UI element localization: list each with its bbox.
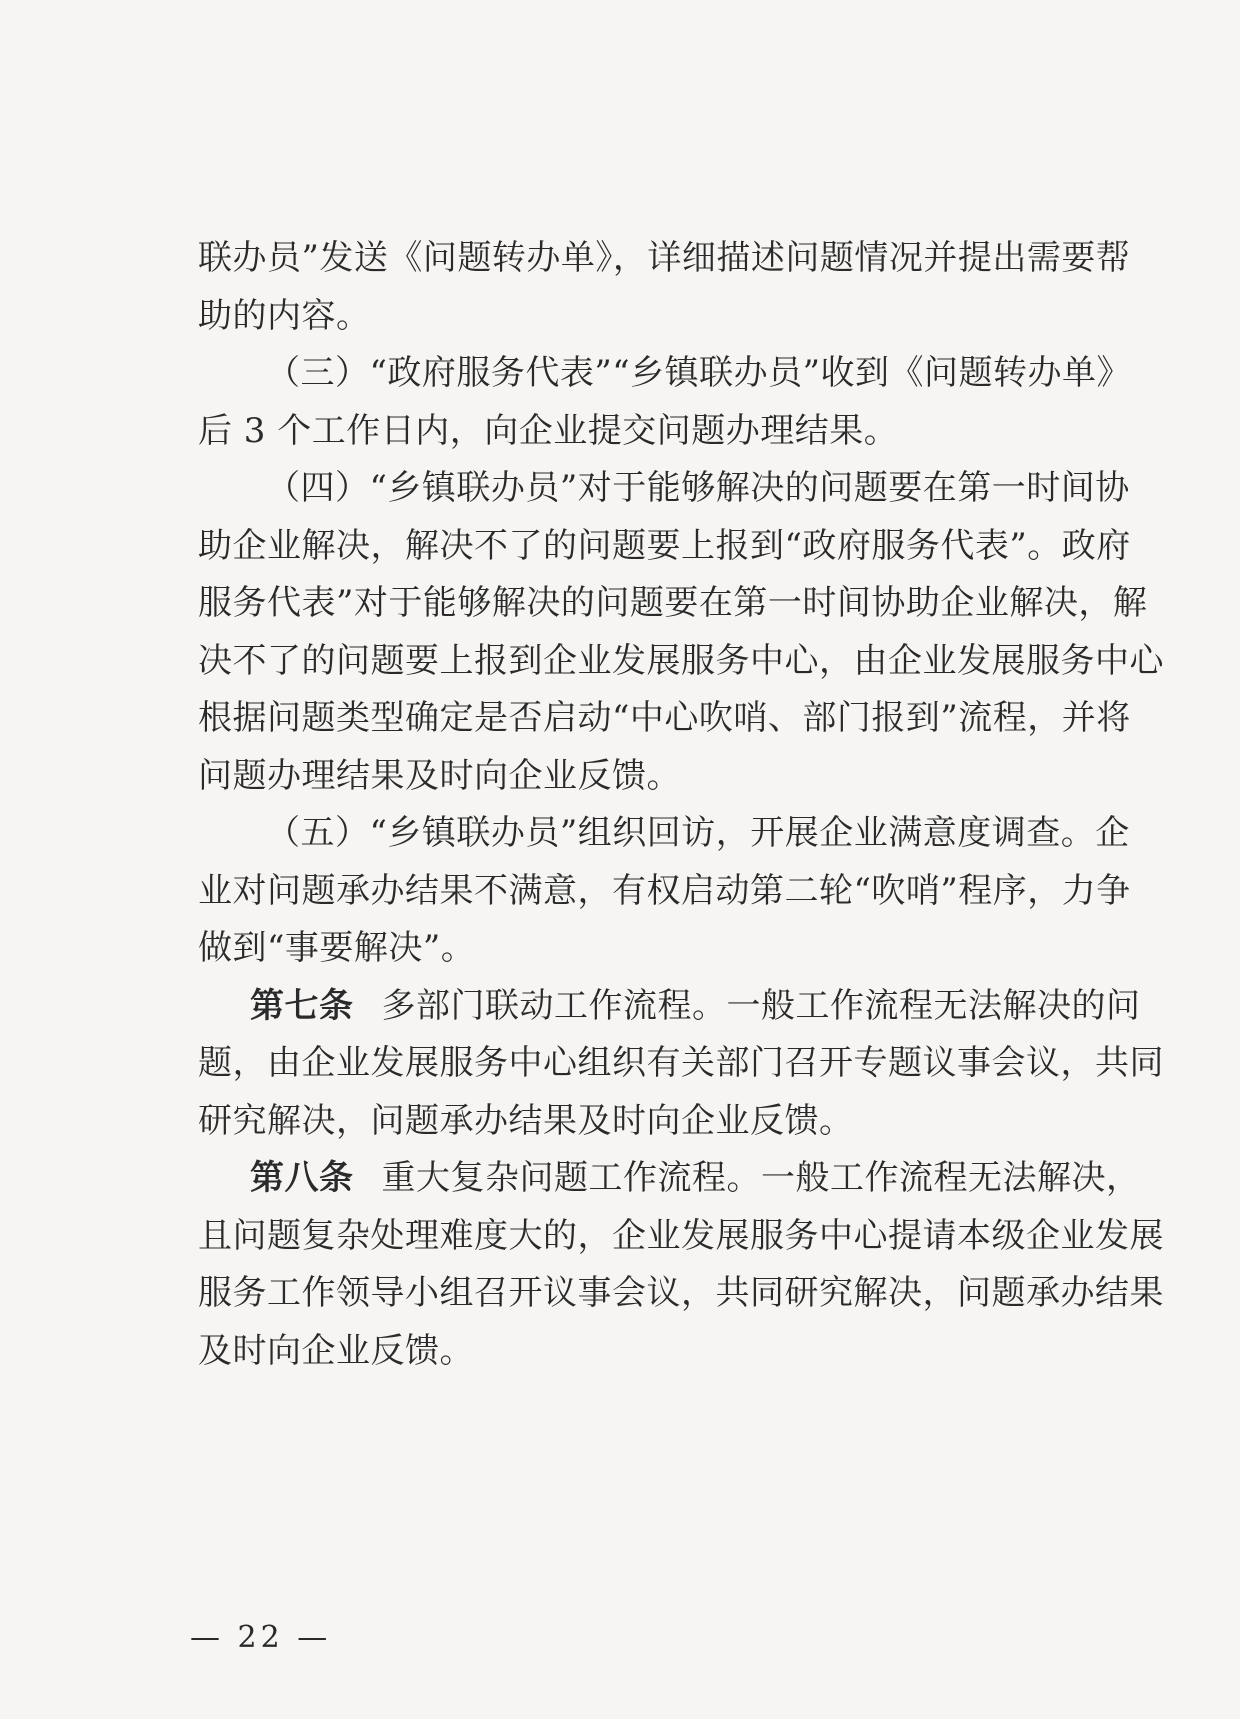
- paragraph-line: 服务代表”对于能够解决的问题要在第一时间协助企业解决，解: [198, 583, 1148, 623]
- paragraph-line: 业对问题承办结果不满意，有权启动第二轮“吹哨”程序，力争: [198, 870, 1131, 911]
- paragraph-line: 做到“事要解决”。: [198, 928, 476, 968]
- paragraph-line: 多部门联动工作流程。一般工作流程无法解决的问: [381, 985, 1141, 1026]
- paragraph-line: 问题办理结果及时向企业反馈。: [198, 755, 681, 796]
- paragraph-line: 联办员”发送《问题转办单》，详细描述问题情况并提出需要帮: [198, 238, 1131, 278]
- paragraph-line: 重大复杂问题工作流程。一般工作流程无法解决，: [381, 1158, 1141, 1198]
- article-7-heading: 第七条: [250, 985, 354, 1026]
- article-7-first-line: [198, 978, 1141, 1036]
- paragraph-line: 根据问题类型确定是否启动“中心吹哨、部门报到”流程，并将: [198, 698, 1131, 738]
- paragraph-line: 决不了的问题要上报到企业发展服务中心，由企业发展服务中心: [198, 640, 1164, 681]
- paragraph-line: （四）“乡镇联办员”对于能够解决的问题要在第一时间协: [266, 468, 1130, 508]
- paragraph-line: 研究解决，问题承办结果及时向企业反馈。: [198, 1100, 854, 1141]
- paragraph-line: 助企业解决，解决不了的问题要上报到“政府服务代表”。政府: [198, 525, 1131, 566]
- paragraph-line: 且问题复杂处理难度大的，企业发展服务中心提请本级企业发展: [198, 1215, 1164, 1256]
- paragraph-line: 题，由企业发展服务中心组织有关部门召开专题议事会议，共同: [198, 1043, 1164, 1083]
- body-text: [198, 230, 1164, 1380]
- paragraph-line: 助的内容。: [198, 295, 371, 336]
- page-number: — 22 —: [190, 1620, 332, 1655]
- paragraph-line: 及时向企业反馈。: [198, 1330, 474, 1371]
- article-8-first-line: [198, 1150, 1141, 1208]
- paragraph-line: （五）“乡镇联办员”组织回访，开展企业满意度调查。企: [266, 813, 1130, 853]
- paragraph-line: 后 3 个工作日内，向企业提交问题办理结果。: [198, 410, 899, 451]
- paragraph-line: （三）“政府服务代表”“乡镇联办员”收到《问题转办单》: [266, 353, 1132, 393]
- article-8-heading: 第八条: [250, 1158, 354, 1198]
- paragraph-line: 服务工作领导小组召开议事会议，共同研究解决，问题承办结果: [198, 1273, 1164, 1313]
